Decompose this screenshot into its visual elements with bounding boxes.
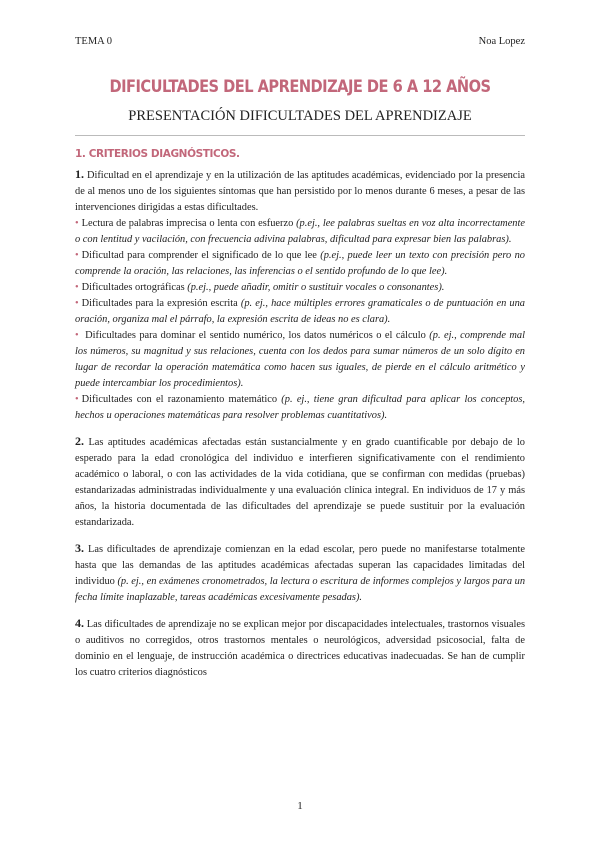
criterion-1	[75, 166, 525, 216]
document-body	[75, 148, 525, 681]
section-heading: 1. CRITERIOS DIAGNÓSTICOS.	[75, 148, 240, 160]
symptom-text: Dificultades ortográficas	[81, 282, 188, 293]
symptom-example: (p. ej., comprende mal los números, su magnitud y sus relaciones, cuenta con los dedos para sumar números de un solo dígito en lugar de recordar la operación matemática como hacen sus iguales, de pierde en el cálculo aritmético y puede intercambiar los procedimientos).	[75, 330, 525, 389]
criterion-text: Las dificultades de aprendizaje no se explican mejor por discapacidades intelectuales, trastornos visuales o auditivos no corregidos, otros trastornos mentales o neurológicos, adversidad psicosocial, falta de dominio en el lenguaje, de instrucción académica o directrices educativas inadecuadas. Se han de cumplir los cuatro criterios diagnósticos	[75, 619, 525, 678]
symptom-text: Dificultades para dominar el sentido numérico, los datos numéricos o el cálculo	[81, 330, 430, 341]
bullet-icon: •	[75, 218, 79, 229]
symptom-example: (p.ej., puede añadir, omitir o sustituir vocales o consonantes).	[187, 282, 445, 293]
criterion-example: (p. ej., en exámenes cronometrados, la lectura o escritura de informes complejos y largos para un fecha límite inaplazable, tareas académicas excesivamente pesadas).	[75, 576, 526, 603]
bullet-icon: •	[75, 298, 79, 309]
symptom-example: (p.ej., puede leer un texto con precisión pero no comprende la oración, las relaciones, las inferencias o el sentido profundo de lo que lee).	[75, 250, 525, 277]
header-topic: TEMA 0	[75, 36, 113, 47]
criterion-text: Las aptitudes académicas afectadas están sustancialmente y en grado cuantificable por debajo de lo esperado para la edad cronológica del individuo e interfieren significativamente con el rendimiento académico o laboral, o con las actividades de la vida cotidiana, que se confirman con medidas (pruebas) estandarizadas administradas individualmente y una evaluación clínica integral. En individuos de 17 y más años, la historia documentada de las dificultades del aprendizaje se puede sustituir por la evaluación estandarizada.	[75, 437, 525, 528]
criterion-3	[75, 540, 525, 606]
criterion-number: 1.	[75, 167, 84, 181]
bullet-icon: •	[75, 394, 79, 405]
symptom-item	[75, 328, 525, 392]
criterion-2	[75, 433, 525, 531]
page-number: 1	[297, 800, 303, 812]
header-author: Noa Lopez	[478, 36, 525, 47]
criterion-number: 3.	[75, 541, 84, 555]
title-divider	[75, 135, 525, 136]
symptom-example: (p. ej., hace múltiples errores gramaticales o de puntuación en una oración, organiza mal el párrafo, la expresión escrita de ideas no es clara).	[75, 298, 525, 325]
symptom-text: Lectura de palabras imprecisa o lenta con esfuerzo	[81, 218, 297, 229]
symptom-item	[75, 296, 525, 328]
symptom-item	[75, 248, 525, 280]
bullet-icon: •	[75, 250, 79, 261]
symptom-item	[75, 392, 525, 424]
symptom-example: (p.ej., lee palabras sueltas en voz alta incorrectamente o con lentitud y vacilación, con frecuencia adivina palabras, dificultad para expresar bien las palabras).	[75, 218, 525, 245]
criterion-text: Las dificultades de aprendizaje comienzan en la edad escolar, pero puede no manifestarse totalmente hasta que las demandas de las aptitudes académicas afectadas superan las capacidades limitadas del individuo	[75, 544, 525, 587]
symptom-text: Dificultad para comprender el significado de lo que lee	[81, 250, 321, 261]
symptom-item	[75, 216, 525, 248]
criterion-number: 2.	[75, 434, 84, 448]
bullet-icon: •	[75, 330, 79, 341]
bullet-icon: •	[75, 282, 79, 293]
symptom-item	[75, 280, 525, 296]
criterion-text: Dificultad en el aprendizaje y en la utilización de las aptitudes académicas, evidenciado por la presencia de al menos uno de los siguientes síntomas que han persistido por lo menos durante 6 meses, a pesar de las intervenciones dirigidas a estas dificultades.	[75, 170, 525, 213]
criterion-number: 4.	[75, 616, 84, 630]
document-title: DIFICULTADES DEL APRENDIZAJE DE 6 A 12 AÑOS	[109, 77, 491, 97]
criterion-4	[75, 615, 525, 681]
document-subtitle: PRESENTACIÓN DIFICULTADES DEL APRENDIZAJE	[128, 108, 472, 124]
symptom-text: Dificultades para la expresión escrita	[81, 298, 241, 309]
symptom-example: (p. ej., tiene gran dificultad para aplicar los conceptos, hechos u operaciones matemáticas para resolver problemas cuantitativos).	[75, 394, 525, 421]
symptom-text: Dificultades con el razonamiento matemático	[81, 394, 282, 405]
